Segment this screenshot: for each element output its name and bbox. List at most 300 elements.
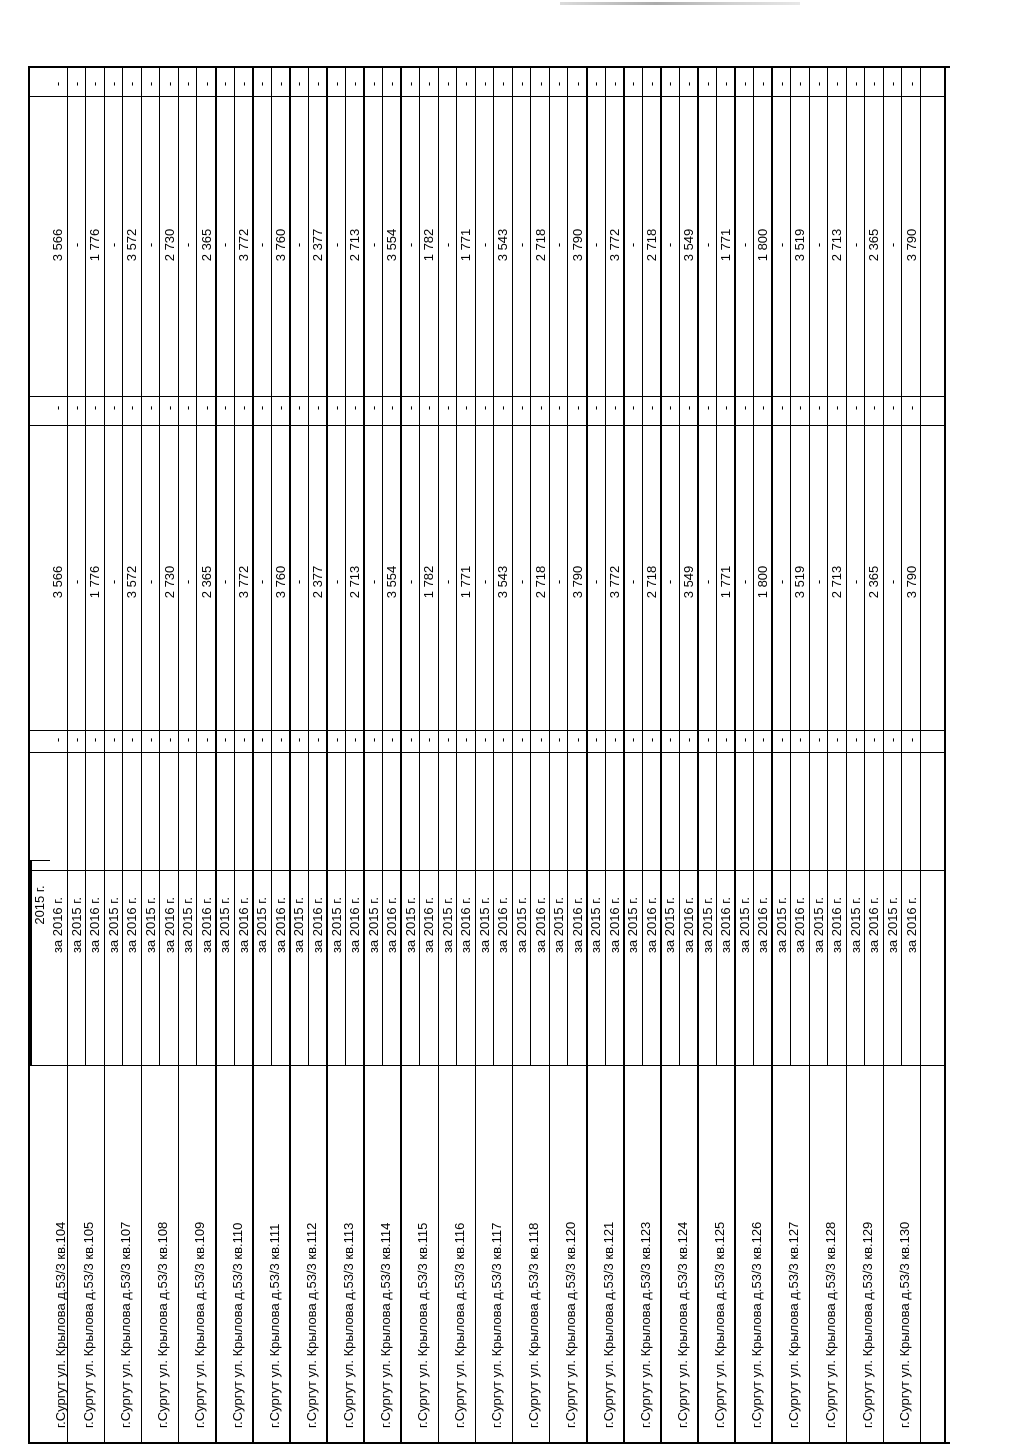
cell-value: - bbox=[105, 242, 121, 248]
cell-value: - bbox=[736, 81, 752, 87]
cell-value: - bbox=[105, 405, 121, 411]
period-label: за 2015 г. bbox=[291, 896, 307, 954]
cell-value: - bbox=[514, 242, 530, 248]
cell-value: 2 730 bbox=[161, 228, 177, 262]
cell-value: - bbox=[810, 81, 826, 87]
cell-value: - bbox=[551, 405, 567, 411]
period-label: за 2016 г. bbox=[421, 896, 437, 954]
cell-value: - bbox=[254, 737, 270, 743]
period-label: за 2016 г. bbox=[532, 896, 548, 954]
row-rule bbox=[178, 66, 180, 1444]
cell-value: - bbox=[402, 737, 418, 743]
address-label: г.Сургут ул. Крылова д.53/3 кв.112 bbox=[303, 1222, 319, 1428]
cell-value: - bbox=[421, 737, 437, 743]
cell-value: - bbox=[50, 81, 66, 87]
cell-value: - bbox=[476, 81, 492, 87]
cell-value: - bbox=[235, 405, 251, 411]
period-rule bbox=[308, 66, 309, 1066]
period-label: за 2016 г. bbox=[606, 896, 622, 954]
period-label: за 2016 г. bbox=[347, 896, 363, 954]
period-label: за 2015 г. bbox=[254, 896, 270, 954]
cell-value: - bbox=[699, 81, 715, 87]
period-label: за 2016 г. bbox=[384, 896, 400, 954]
address-label: г.Сургут ул. Крылова д.53/3 кв.124 bbox=[674, 1221, 690, 1428]
address-label: г.Сургут ул. Крылова д.53/3 кв.121 bbox=[600, 1221, 616, 1428]
cell-value: - bbox=[829, 81, 845, 87]
cell-value: 3 519 bbox=[792, 565, 808, 599]
cell-value: - bbox=[606, 405, 622, 411]
period-rule bbox=[567, 66, 568, 1066]
cell-value: 1 771 bbox=[718, 565, 734, 599]
cell-value: - bbox=[402, 405, 418, 411]
cell-value: - bbox=[773, 405, 789, 411]
cell-value: - bbox=[384, 81, 400, 87]
cell-value: - bbox=[476, 242, 492, 248]
period-rule bbox=[196, 66, 197, 1066]
cell-value: - bbox=[180, 242, 196, 248]
period-label: за 2016 г. bbox=[903, 896, 919, 954]
cell-value: - bbox=[309, 405, 325, 411]
row-rule bbox=[920, 66, 922, 1444]
period-rule bbox=[234, 66, 235, 1066]
row-rule bbox=[734, 66, 736, 1444]
cell-value: - bbox=[885, 737, 901, 743]
cell-value: - bbox=[217, 405, 233, 411]
period-rule bbox=[790, 66, 791, 1066]
address-label: г.Сургут ул. Крылова д.53/3 кв.107 bbox=[118, 1221, 134, 1428]
period-label: за 2015 г. bbox=[625, 896, 641, 954]
cell-value: 2 718 bbox=[643, 228, 659, 262]
address-label: г.Сургут ул. Крылова д.53/3 кв.120 bbox=[563, 1221, 579, 1428]
cell-value: - bbox=[291, 242, 307, 248]
cell-value: - bbox=[588, 737, 604, 743]
cell-value: - bbox=[365, 81, 381, 87]
cell-value: - bbox=[328, 405, 344, 411]
cell-value: - bbox=[588, 579, 604, 585]
cell-value: - bbox=[588, 81, 604, 87]
cell-value: - bbox=[643, 81, 659, 87]
cell-value: - bbox=[755, 405, 771, 411]
cell-value: - bbox=[272, 405, 288, 411]
row-rule bbox=[475, 66, 477, 1444]
row-rule bbox=[846, 66, 848, 1444]
cell-value: - bbox=[625, 81, 641, 87]
cell-value: - bbox=[143, 579, 159, 585]
cell-value: - bbox=[495, 405, 511, 411]
cell-value: - bbox=[643, 405, 659, 411]
cell-value: - bbox=[50, 405, 66, 411]
cell-value: - bbox=[792, 737, 808, 743]
cell-value: - bbox=[68, 242, 84, 248]
cell-value: - bbox=[272, 81, 288, 87]
period-label: за 2015 г. bbox=[885, 896, 901, 954]
cell-value: - bbox=[829, 737, 845, 743]
cell-value: 2 718 bbox=[643, 565, 659, 599]
period-label: за 2015 г. bbox=[217, 896, 233, 954]
cell-value: 3 572 bbox=[124, 565, 140, 599]
cell-value: - bbox=[105, 737, 121, 743]
period-rule bbox=[345, 66, 346, 1066]
address-label: г.Сургут ул. Крылова д.53/3 кв.110 bbox=[229, 1222, 245, 1428]
cell-value: - bbox=[328, 737, 344, 743]
cell-value: - bbox=[180, 405, 196, 411]
period-rule bbox=[642, 66, 643, 1066]
cell-value: - bbox=[50, 737, 66, 743]
cell-value: 1 771 bbox=[458, 565, 474, 599]
cell-value: - bbox=[606, 737, 622, 743]
cell-value: - bbox=[847, 81, 863, 87]
row-rule bbox=[215, 66, 217, 1444]
cell-value: - bbox=[810, 242, 826, 248]
cell-value: - bbox=[810, 737, 826, 743]
cell-value: 3 772 bbox=[235, 565, 251, 599]
cell-value: - bbox=[903, 405, 919, 411]
cell-value: - bbox=[458, 737, 474, 743]
cell-value: - bbox=[421, 81, 437, 87]
row-rule bbox=[289, 66, 291, 1444]
cell-value: 3 554 bbox=[384, 228, 400, 262]
period-label: за 2016 г. bbox=[309, 896, 325, 954]
cell-value: - bbox=[699, 242, 715, 248]
cell-value: - bbox=[87, 405, 103, 411]
cell-value: - bbox=[365, 579, 381, 585]
cell-value: - bbox=[180, 579, 196, 585]
cell-value: - bbox=[736, 242, 752, 248]
period-rule bbox=[605, 66, 606, 1066]
cell-value: - bbox=[662, 579, 678, 585]
column-rule-5 bbox=[30, 870, 944, 871]
cell-value: 2 713 bbox=[829, 565, 845, 599]
cell-value: - bbox=[458, 81, 474, 87]
cell-value: - bbox=[718, 81, 734, 87]
cell-value: - bbox=[476, 405, 492, 411]
cell-value: - bbox=[680, 737, 696, 743]
cell-value: - bbox=[347, 405, 363, 411]
period-rule bbox=[679, 66, 680, 1066]
cell-value: - bbox=[180, 737, 196, 743]
cell-value: - bbox=[217, 242, 233, 248]
cell-value: - bbox=[699, 737, 715, 743]
cell-value: - bbox=[68, 579, 84, 585]
period-rule bbox=[382, 66, 383, 1066]
cell-value: - bbox=[847, 405, 863, 411]
cell-value: - bbox=[662, 737, 678, 743]
cell-value: - bbox=[773, 242, 789, 248]
cell-value: - bbox=[198, 737, 214, 743]
cell-value: - bbox=[551, 81, 567, 87]
cell-value: - bbox=[773, 579, 789, 585]
cell-value: - bbox=[180, 81, 196, 87]
cell-value: 3 519 bbox=[792, 228, 808, 262]
period-label: за 2016 г. bbox=[272, 896, 288, 954]
table-edge-top bbox=[30, 66, 950, 68]
cell-value: - bbox=[532, 81, 548, 87]
period-rule bbox=[753, 66, 754, 1066]
period-label: за 2016 г. bbox=[755, 896, 771, 954]
cell-value: - bbox=[476, 737, 492, 743]
cell-value: - bbox=[439, 405, 455, 411]
cell-value: - bbox=[254, 81, 270, 87]
period-label: за 2015 г. bbox=[328, 896, 344, 954]
header-year-label: 2015 г. bbox=[32, 885, 47, 925]
cell-value: 2 718 bbox=[532, 228, 548, 262]
cell-value: - bbox=[68, 81, 84, 87]
cell-value: - bbox=[680, 81, 696, 87]
cell-value: - bbox=[217, 737, 233, 743]
address-label: г.Сургут ул. Крылова д.53/3 кв.113 bbox=[340, 1222, 356, 1428]
cell-value: 1 782 bbox=[421, 565, 437, 599]
row-rule bbox=[363, 66, 365, 1444]
period-rule bbox=[716, 66, 717, 1066]
column-rule-1 bbox=[30, 396, 944, 397]
cell-value: 2 718 bbox=[532, 565, 548, 599]
cell-value: - bbox=[551, 579, 567, 585]
address-label: г.Сургут ул. Крылова д.53/3 кв.128 bbox=[823, 1221, 839, 1428]
address-label: г.Сургут ул. Крылова д.53/3 кв.116 bbox=[452, 1222, 468, 1428]
period-label: за 2015 г. bbox=[551, 896, 567, 954]
cell-value: - bbox=[514, 579, 530, 585]
period-label: за 2016 г. bbox=[829, 896, 845, 954]
cell-value: - bbox=[810, 405, 826, 411]
cell-value: - bbox=[773, 737, 789, 743]
row-rule bbox=[512, 66, 514, 1444]
cell-value: - bbox=[143, 405, 159, 411]
period-label: за 2015 г. bbox=[736, 896, 752, 954]
cell-value: 3 772 bbox=[606, 228, 622, 262]
cell-value: - bbox=[699, 579, 715, 585]
cell-value: - bbox=[291, 405, 307, 411]
cell-value: - bbox=[217, 81, 233, 87]
period-label: за 2015 г. bbox=[662, 896, 678, 954]
cell-value: - bbox=[328, 81, 344, 87]
period-label: за 2016 г. bbox=[124, 896, 140, 954]
cell-value: - bbox=[365, 737, 381, 743]
cell-value: - bbox=[272, 737, 288, 743]
cell-value: - bbox=[625, 737, 641, 743]
cell-value: - bbox=[736, 579, 752, 585]
cell-value: - bbox=[903, 737, 919, 743]
cell-value: - bbox=[847, 579, 863, 585]
period-label: за 2015 г. bbox=[810, 896, 826, 954]
header-box-top bbox=[30, 860, 50, 861]
cell-value: - bbox=[198, 405, 214, 411]
cell-value: 2 730 bbox=[161, 565, 177, 599]
cell-value: 3 566 bbox=[50, 228, 66, 262]
cell-value: 3 790 bbox=[903, 565, 919, 599]
cell-value: 2 377 bbox=[309, 228, 325, 262]
cell-value: - bbox=[143, 242, 159, 248]
column-rule-3 bbox=[30, 730, 944, 731]
cell-value: - bbox=[662, 81, 678, 87]
period-label: за 2015 г. bbox=[439, 896, 455, 954]
cell-value: - bbox=[347, 81, 363, 87]
table-edge-right bbox=[944, 66, 946, 1444]
cell-value: - bbox=[514, 737, 530, 743]
address-label: г.Сургут ул. Крылова д.53/3 кв.111 bbox=[266, 1223, 282, 1428]
cell-value: - bbox=[662, 405, 678, 411]
cell-value: - bbox=[680, 405, 696, 411]
cell-value: - bbox=[532, 405, 548, 411]
cell-value: - bbox=[105, 579, 121, 585]
period-rule bbox=[159, 66, 160, 1066]
cell-value: - bbox=[365, 242, 381, 248]
cell-value: 3 543 bbox=[495, 565, 511, 599]
cell-value: - bbox=[235, 737, 251, 743]
cell-value: - bbox=[68, 737, 84, 743]
cell-value: 1 776 bbox=[87, 228, 103, 262]
cell-value: - bbox=[903, 81, 919, 87]
row-rule bbox=[104, 66, 106, 1444]
cell-value: - bbox=[625, 579, 641, 585]
cell-value: 2 365 bbox=[866, 565, 882, 599]
period-rule bbox=[271, 66, 272, 1066]
cell-value: - bbox=[439, 737, 455, 743]
period-label: за 2016 г. bbox=[866, 896, 882, 954]
address-label: г.Сургут ул. Крылова д.53/3 кв.105 bbox=[81, 1221, 97, 1428]
column-rule-2 bbox=[30, 425, 944, 426]
cell-value: 2 377 bbox=[309, 565, 325, 599]
address-label: г.Сургут ул. Крылова д.53/3 кв.114 bbox=[377, 1222, 393, 1428]
cell-value: - bbox=[866, 81, 882, 87]
address-label: г.Сургут ул. Крылова д.53/3 кв.127 bbox=[786, 1221, 801, 1428]
cell-value: - bbox=[847, 242, 863, 248]
cell-value: 1 771 bbox=[458, 228, 474, 262]
cell-value: - bbox=[495, 737, 511, 743]
row-rule bbox=[549, 66, 551, 1444]
address-label: г.Сургут ул. Крылова д.53/3 кв.125 bbox=[711, 1221, 727, 1428]
period-label: за 2015 г. bbox=[105, 896, 121, 954]
cell-value: - bbox=[365, 405, 381, 411]
cell-value: - bbox=[439, 81, 455, 87]
cell-value: - bbox=[736, 737, 752, 743]
cell-value: - bbox=[885, 405, 901, 411]
cell-value: - bbox=[439, 242, 455, 248]
cell-value: - bbox=[291, 737, 307, 743]
address-label: г.Сургут ул. Крылова д.53/3 кв.109 bbox=[192, 1221, 208, 1428]
period-label: за 2015 г. bbox=[514, 896, 530, 954]
cell-value: - bbox=[551, 242, 567, 248]
cell-value: - bbox=[476, 579, 492, 585]
address-column-rule bbox=[30, 1065, 944, 1066]
period-label: за 2016 г. bbox=[792, 896, 808, 954]
cell-value: - bbox=[569, 737, 585, 743]
cell-value: - bbox=[439, 579, 455, 585]
cell-value: 3 543 bbox=[495, 228, 511, 262]
period-label: за 2016 г. bbox=[495, 896, 511, 954]
cell-value: - bbox=[588, 405, 604, 411]
cell-value: - bbox=[736, 405, 752, 411]
cell-value: 2 365 bbox=[866, 228, 882, 262]
cell-value: - bbox=[291, 81, 307, 87]
cell-value: - bbox=[699, 405, 715, 411]
cell-value: - bbox=[625, 242, 641, 248]
row-rule bbox=[141, 66, 143, 1444]
cell-value: 1 771 bbox=[718, 228, 734, 262]
period-label: за 2015 г. bbox=[143, 896, 159, 954]
cell-value: - bbox=[124, 81, 140, 87]
cell-value: 2 713 bbox=[829, 228, 845, 262]
cell-value: - bbox=[87, 737, 103, 743]
period-label: за 2016 г. bbox=[235, 896, 251, 954]
cell-value: - bbox=[254, 242, 270, 248]
cell-value: 3 549 bbox=[680, 228, 696, 262]
cell-value: - bbox=[217, 579, 233, 585]
period-rule bbox=[419, 66, 420, 1066]
cell-value: 2 365 bbox=[198, 565, 214, 599]
cell-value: - bbox=[402, 579, 418, 585]
cell-value: 2 713 bbox=[347, 565, 363, 599]
cell-value: - bbox=[718, 737, 734, 743]
period-label: за 2016 г. bbox=[87, 896, 103, 954]
cell-value: - bbox=[885, 242, 901, 248]
cell-value: - bbox=[384, 737, 400, 743]
period-rule bbox=[901, 66, 902, 1066]
row-rule bbox=[438, 66, 440, 1444]
row-rule bbox=[326, 66, 328, 1444]
cell-value: - bbox=[551, 737, 567, 743]
period-label: за 2015 г. bbox=[699, 896, 715, 954]
cell-value: - bbox=[662, 242, 678, 248]
period-label: за 2015 г. bbox=[588, 896, 604, 954]
column-rule-4 bbox=[30, 752, 944, 753]
cell-value: - bbox=[105, 81, 121, 87]
row-rule bbox=[400, 66, 402, 1444]
row-rule bbox=[623, 66, 625, 1444]
period-label: за 2015 г. bbox=[773, 896, 789, 954]
cell-value: 3 554 bbox=[384, 565, 400, 599]
period-rule bbox=[456, 66, 457, 1066]
cell-value: - bbox=[718, 405, 734, 411]
cell-value: 3 790 bbox=[569, 565, 585, 599]
period-rule bbox=[530, 66, 531, 1066]
cell-value: - bbox=[68, 405, 84, 411]
period-label: за 2016 г. bbox=[458, 896, 474, 954]
cell-value: - bbox=[421, 405, 437, 411]
cell-value: 3 790 bbox=[569, 228, 585, 262]
cell-value: - bbox=[291, 579, 307, 585]
period-label: за 2015 г. bbox=[402, 896, 418, 954]
cell-value: - bbox=[885, 81, 901, 87]
cell-value: - bbox=[124, 405, 140, 411]
cell-value: - bbox=[328, 579, 344, 585]
cell-value: - bbox=[495, 81, 511, 87]
column-rule-0 bbox=[30, 96, 944, 97]
period-label: за 2016 г. bbox=[718, 896, 734, 954]
cell-value: - bbox=[402, 81, 418, 87]
period-label: за 2015 г. bbox=[180, 896, 196, 954]
address-label: г.Сургут ул. Крылова д.53/3 кв.123 bbox=[637, 1221, 653, 1428]
period-label: за 2016 г. bbox=[198, 896, 214, 954]
row-rule bbox=[697, 66, 699, 1444]
address-label: г.Сургут ул. Крылова д.53/3 кв.117 bbox=[489, 1222, 505, 1428]
cell-value: 3 772 bbox=[235, 228, 251, 262]
address-label: г.Сургут ул. Крылова д.53/3 кв.108 bbox=[155, 1221, 171, 1428]
cell-value: - bbox=[606, 81, 622, 87]
table-edge-bottom bbox=[30, 1442, 950, 1444]
cell-value: 3 772 bbox=[606, 565, 622, 599]
cell-value: - bbox=[810, 579, 826, 585]
address-label: г.Сургут ул. Крылова д.53/3 кв.130 bbox=[897, 1221, 913, 1428]
cell-value: - bbox=[569, 81, 585, 87]
period-label: за 2016 г. bbox=[161, 896, 177, 954]
address-label: г.Сургут ул. Крылова д.53/3 кв.115 bbox=[415, 1222, 430, 1428]
address-label: г.Сургут ул. Крылова д.53/3 кв.104 bbox=[53, 1221, 69, 1428]
cell-value: - bbox=[643, 737, 659, 743]
period-label: за 2016 г. bbox=[569, 896, 585, 954]
cell-value: 2 713 bbox=[347, 228, 363, 262]
row-rule bbox=[771, 66, 773, 1444]
cell-value: 1 800 bbox=[755, 228, 771, 262]
